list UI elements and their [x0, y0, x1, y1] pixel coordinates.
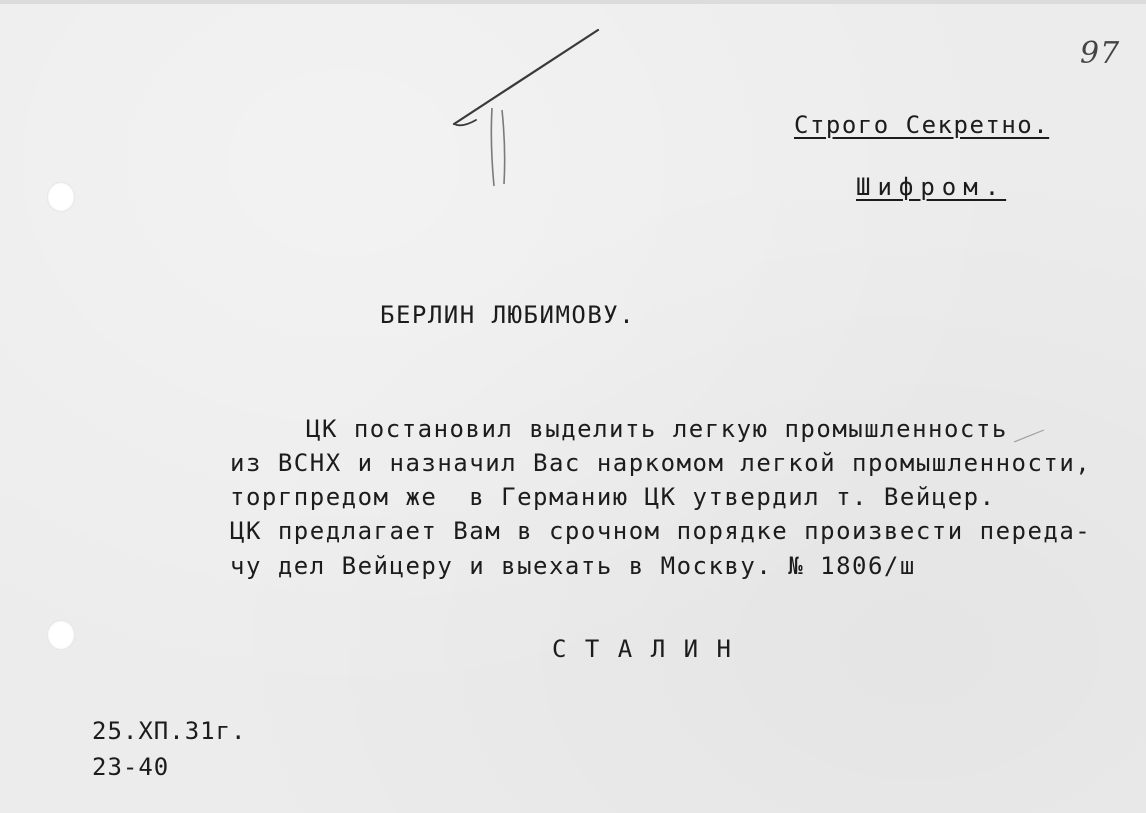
classification-stamp: Строго Секретно. — [794, 111, 1050, 139]
body-line-2: из ВСНХ и назначил Вас наркомом легкой промышленности, — [230, 449, 1092, 477]
pencil-stroke-mark — [448, 22, 628, 132]
body-line-3: торгпредом же в Германию ЦК утвердил т. Вейцер. — [230, 483, 996, 511]
page-edge — [0, 0, 1146, 4]
punch-hole-top — [47, 182, 75, 212]
signature: С Т А Л И Н — [552, 635, 733, 663]
pencil-small-tick — [1010, 426, 1050, 446]
punch-hole-bottom — [47, 620, 75, 650]
addressee: БЕРЛИН ЛЮБИМОВУ. — [380, 301, 636, 329]
date-line: 25.ХП.31г. — [92, 717, 247, 745]
time-line: 23-40 — [92, 753, 170, 781]
page-number: 97 — [1080, 36, 1121, 71]
body-line-4: ЦК предлагает Вам в срочном порядке произвести переда- — [230, 517, 1092, 545]
body-line-1: ЦК постановил выделить легкую промышленность — [306, 415, 1008, 443]
body-line-5: чу дел Вейцеру и выехать в Москву. № 1806/ш — [230, 552, 916, 580]
transmission-method: Шифром. — [856, 173, 1007, 201]
pencil-check-mark — [482, 104, 522, 194]
